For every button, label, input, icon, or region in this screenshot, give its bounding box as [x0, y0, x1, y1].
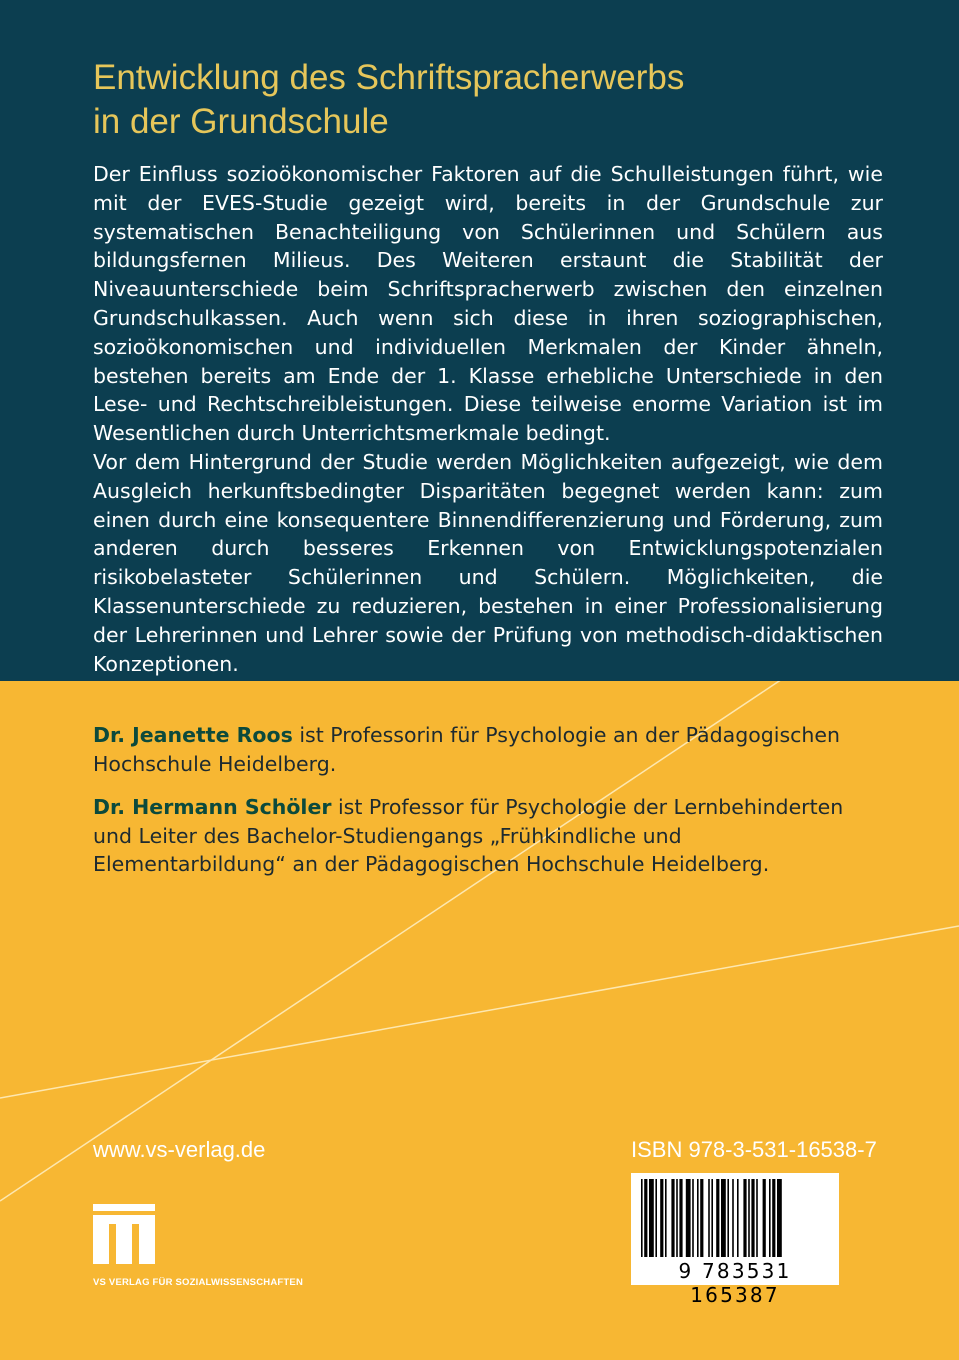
barcode-bar: [769, 1179, 771, 1257]
blurb-paragraph-2: Vor dem Hintergrund der Studie werden Möglichkeiten aufgezeigt, wie dem Ausgleich herkunftsbedingter Disparitäten begegnet werden kann: zum einen durch eine konsequentere Binnendifferenzierung und Förderung, zum anderen durch besseres Erkennen von Entwicklungspotenzialen risikobelasteter Schülerinnen und Schülern. Möglichkeiten, die Klassenunterschiede zu reduzieren, bestehen in einer Professionalisierung der Lehrerinnen und Lehrer sowie der Prüfung von methodisch-didaktischen Konzeptionen.: [93, 449, 883, 676]
barcode-bar: [686, 1179, 691, 1257]
title-line-2: in der Grundschule: [93, 102, 389, 141]
blurb-paragraph-1: Der Einfluss sozioökonomischer Faktoren auf die Schulleistungen führt, wie mit der EVES-Studie gezeigt wird, bereits in der Grundschule zur systematischen Benachteiligung von Schülerinnen und Schülern aus bildungsfernen Milieus. Des Weiteren erstaunt die Stabilität der Niveauunterschiede beim Schriftspracherwerb zwischen den einzelnen Grundschulkassen. Auch wenn sich diese in ihren soziographischen, sozioökonomischen und individuellen Merkmalen der Kinder ähneln, bestehen bereits am Ende der 1. Klasse erhebliche Unterschiede in den Lese- und Rechtschreibleistungen. Diese teilweise enorme Variation ist im Wesentlichen durch Unterrichtsmerkmale bedingt.: [93, 162, 883, 446]
vs-verlag-logo-icon: [93, 1204, 155, 1264]
barcode-bar: [751, 1179, 754, 1257]
barcode-bar: [671, 1179, 674, 1257]
barcode-bar: [763, 1179, 766, 1257]
barcode-bar: [700, 1179, 703, 1257]
bottom-panel: [0, 681, 959, 1360]
barcode-bar: [708, 1179, 710, 1257]
barcode-bar: [737, 1179, 739, 1257]
author-bio-1: [93, 721, 873, 778]
barcode-bar: [743, 1179, 746, 1257]
barcode-bar: [644, 1179, 647, 1257]
barcode-bar: [692, 1179, 694, 1257]
barcode-bar: [660, 1179, 663, 1257]
barcode-bar: [727, 1179, 729, 1257]
barcode-bar: [665, 1179, 667, 1257]
diagonal-line-lower: [0, 926, 959, 1098]
barcode-bar: [716, 1179, 719, 1257]
barcode-bar: [641, 1179, 643, 1257]
publisher-url[interactable]: www.vs-verlag.de: [93, 1137, 266, 1162]
barcode-bar: [732, 1179, 734, 1257]
isbn-barcode: [631, 1173, 839, 1307]
author-text-1: ist Professorin für Psychologie an der Pädagogischen Hochschule Heidelberg.: [93, 723, 841, 776]
barcode-bar: [756, 1179, 758, 1257]
barcode-bar: [676, 1179, 678, 1257]
publisher-name: VS VERLAG FÜR SOZIALWISSENSCHAFTEN: [93, 1277, 304, 1288]
title-line-1: Entwicklung des Schriftspracherwerbs: [93, 58, 685, 97]
barcode-bars: [637, 1179, 833, 1259]
author-bio-2: [93, 793, 873, 879]
barcode-bar: [697, 1179, 699, 1257]
barcode-digits: 9 783531 165387: [678, 1259, 792, 1307]
barcode-bar: [711, 1179, 713, 1257]
isbn-label: ISBN 978-3-531-16538-7: [631, 1137, 877, 1162]
author-name-2: Dr. Hermann Schöler: [93, 795, 332, 819]
barcode-bar: [772, 1179, 775, 1257]
barcode-bar: [748, 1179, 750, 1257]
author-text-2: ist Professor für Psychologie der Lernbehinderten und Leiter des Bachelor-Studiengangs „Frühkindliche und Elementarbildung“ an der Pädagogischen Hochschule Heidelberg.: [93, 795, 844, 876]
back-cover-title: [93, 56, 913, 144]
barcode-bar: [777, 1179, 782, 1257]
barcode-bar: [721, 1179, 726, 1257]
author-name-1: Dr. Jeanette Roos: [93, 723, 293, 747]
blurb-text: [93, 160, 883, 678]
barcode-bar: [649, 1179, 654, 1257]
barcode-bar: [655, 1179, 657, 1257]
barcode-bar: [679, 1179, 682, 1257]
